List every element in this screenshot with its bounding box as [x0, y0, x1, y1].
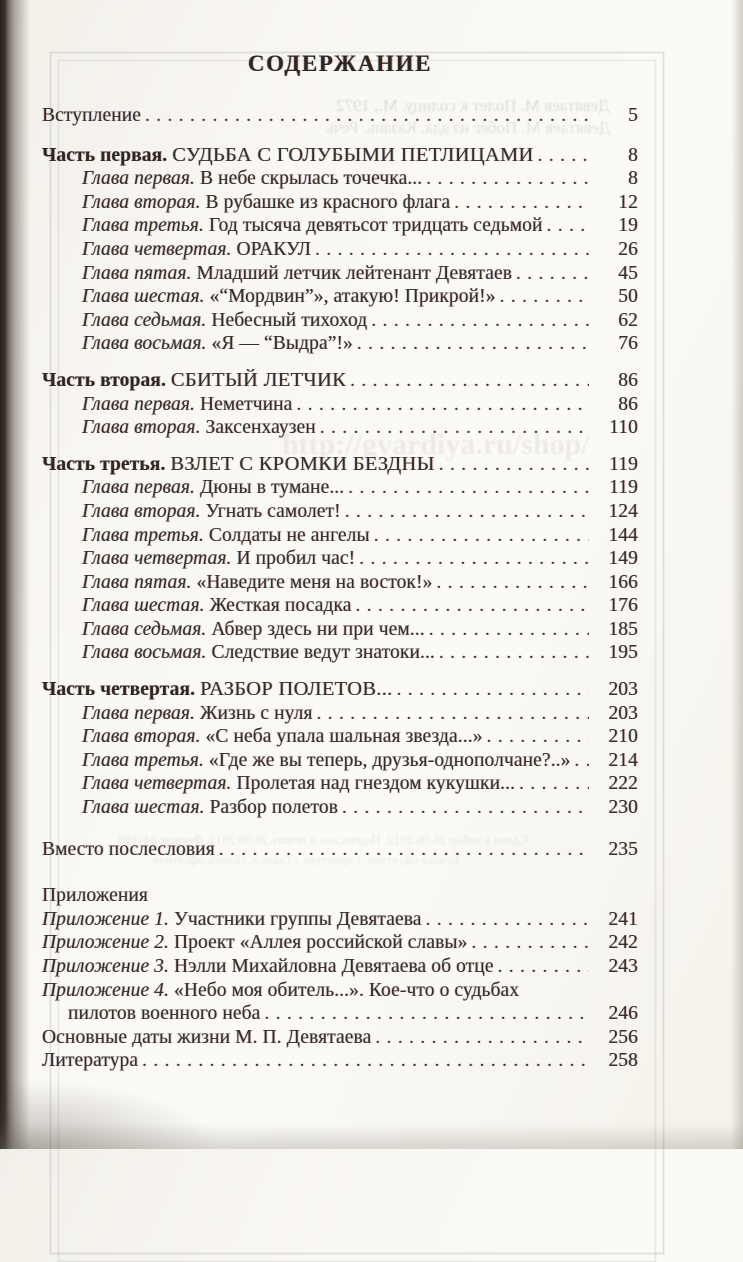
toc-entry — [42, 908, 638, 932]
toc-entry — [42, 725, 638, 749]
entry-title: «Небо моя обитель...». Кое-что о судьбах — [173, 979, 520, 1001]
entry-page-number: 166 — [608, 571, 638, 593]
entry-label: Глава вторая. — [82, 417, 206, 439]
entry-label: Приложение 2. — [42, 932, 174, 954]
dot-leader — [374, 524, 589, 548]
toc-entry — [42, 191, 638, 215]
entry-page-number: 45 — [618, 262, 638, 284]
toc-entry — [42, 262, 638, 286]
entry-page-number: 144 — [608, 524, 638, 546]
scan-corner-smudge — [0, 1079, 220, 1149]
entry-title: ОРАКУЛ — [236, 238, 312, 260]
toc-entry — [42, 678, 638, 702]
dot-leader — [357, 332, 589, 356]
entry-page-number: 214 — [608, 749, 638, 771]
entry-page-number: 8 — [628, 144, 638, 166]
entry-title: И пробил час! — [236, 548, 356, 570]
entry-title: «С неба упала шальная звезда...» — [205, 726, 483, 748]
dot-leader — [575, 749, 590, 773]
entry-label: Часть четвертая. — [42, 679, 201, 701]
entry-title: ВЗЛЕТ С КРОМКИ БЕЗДНЫ — [170, 452, 435, 475]
toc-entry — [42, 104, 638, 128]
dot-leader — [356, 594, 589, 618]
toc-entry — [42, 979, 638, 1003]
entry-page-number: 86 — [618, 393, 638, 415]
entry-title: В небе скрылась точечка... — [199, 168, 423, 190]
entry-title: Угнать самолет! — [205, 500, 341, 522]
entry-page-number: 62 — [618, 309, 638, 331]
bleedthrough-text: Бумага офсетная. Гарнитура «Таймс». Печать офсетная. — [150, 852, 460, 867]
entry-title: Следствие ведут знатоки... — [211, 642, 435, 664]
dot-leader — [538, 144, 589, 168]
entry-label: Глава шестая. — [82, 595, 210, 617]
entry-title: Приложения — [42, 885, 148, 907]
toc-entry — [42, 1026, 638, 1050]
entry-label: Глава четвертая. — [82, 238, 237, 260]
entry-title: Заксенхаузен — [205, 417, 316, 439]
entry-label: Глава первая. — [82, 477, 200, 499]
entry-title: Участники группы Девятаева — [173, 908, 422, 930]
toc-entry — [42, 955, 638, 979]
entry-title: Дюны в тумане... — [199, 477, 345, 499]
entry-page-number: 8 — [628, 168, 638, 190]
toc-entry — [42, 476, 638, 500]
entry-title: «Наведите меня на восток!» — [196, 571, 433, 593]
dot-leader — [498, 955, 589, 979]
entry-label: Глава седьмая. — [82, 618, 212, 640]
entry-page-number: 50 — [618, 286, 638, 308]
toc-entry — [42, 1049, 638, 1073]
entry-label: Часть вторая. — [42, 369, 171, 391]
entry-label: Глава четвертая. — [82, 548, 237, 570]
toc-entry — [42, 571, 638, 595]
entry-title: Солдаты не ангелы — [208, 524, 370, 546]
toc-entries — [42, 104, 638, 1073]
entry-page-number: 5 — [628, 105, 638, 126]
dot-leader — [519, 772, 589, 796]
entry-page-number: 222 — [608, 773, 638, 795]
dot-leader — [219, 838, 589, 862]
toc-entry — [42, 594, 638, 618]
entry-title: Литература — [42, 1050, 139, 1072]
entry-page-number: 203 — [608, 702, 638, 724]
entry-page-number: 19 — [618, 215, 638, 237]
dot-leader — [436, 571, 589, 595]
entry-title: Жесткая посадка — [209, 595, 352, 617]
toc-entry — [42, 500, 638, 524]
entry-page-number: 12 — [618, 191, 638, 213]
entry-page-number: 119 — [609, 453, 638, 475]
entry-page-number: 241 — [608, 908, 638, 930]
entry-title: Небесный тихоход — [211, 309, 368, 331]
dot-leader — [342, 796, 589, 820]
entry-title: «Где же вы теперь, друзья-однополчане?..» — [208, 749, 571, 771]
toc-entry — [42, 1002, 638, 1026]
entry-label: Глава первая. — [82, 702, 200, 724]
toc-entry — [42, 238, 638, 262]
entry-label: Глава седьмая. — [82, 309, 212, 331]
entry-title: Нэлли Михайловна Девятаева об отце — [173, 956, 494, 977]
toc-entry — [42, 618, 638, 642]
dot-leader — [296, 393, 589, 417]
bleedthrough-text: Девятаев М. Полет к солнцу. М., 1972 — [336, 96, 611, 115]
entry-title: Абвер здесь ни при чем... — [211, 618, 425, 640]
toc-entry — [42, 749, 638, 773]
entry-page-number: 76 — [618, 333, 638, 355]
dot-leader — [426, 167, 589, 191]
toc-entry — [42, 772, 638, 796]
entry-title: Основные даты жизни М. П. Девятаева — [42, 1026, 372, 1048]
toc-entry — [42, 309, 638, 333]
entry-page-number: 258 — [608, 1050, 638, 1072]
entry-title: РАЗБОР ПОЛЕТОВ... — [200, 678, 393, 701]
entry-label: Часть первая. — [42, 144, 173, 166]
dot-leader — [264, 1002, 589, 1026]
dot-leader — [359, 547, 589, 571]
entry-label: Глава вторая. — [82, 500, 206, 522]
entry-page-number: 149 — [608, 548, 638, 570]
entry-label: Глава четвертая. — [82, 773, 237, 795]
entry-title: СБИТЫЙ ЛЕТЧИК — [170, 368, 347, 391]
dot-leader — [145, 104, 589, 128]
toc-entry — [42, 453, 638, 477]
entry-label: Глава восьмая. — [82, 333, 212, 355]
entry-title: Проект «Аллея российской славы» — [173, 932, 468, 954]
page-title: СОДЕРЖАНИЕ — [247, 51, 433, 76]
toc-entry — [42, 547, 638, 571]
dot-leader — [426, 908, 589, 932]
toc-entry — [42, 884, 638, 908]
toc-entry — [42, 369, 638, 393]
entry-page-number: 86 — [618, 369, 638, 391]
dot-leader — [142, 1049, 589, 1073]
dot-leader — [371, 309, 589, 333]
entry-label: Приложение 4. — [42, 979, 174, 1001]
toc-entry — [42, 393, 638, 417]
dot-leader — [500, 285, 589, 309]
entry-label: Глава шестая. — [82, 286, 210, 308]
dot-leader — [454, 191, 589, 215]
entry-title: Пролетая над гнездом кукушки... — [236, 773, 516, 795]
entry-label: Глава вторая. — [82, 191, 206, 213]
entry-page-number: 203 — [608, 679, 638, 701]
entry-label: Глава третья. — [82, 524, 209, 546]
dot-leader — [439, 641, 589, 665]
toc-entry — [42, 702, 638, 726]
entry-title: СУДЬБА С ГОЛУБЫМИ ПЕТЛИЦАМИ — [172, 143, 534, 166]
entry-title: Жизнь с нуля — [199, 702, 313, 724]
entry-title: Вступление — [42, 105, 142, 126]
bleedthrough-text: Девятаев М. Побег из ада. Казань. Речь — [326, 118, 611, 137]
dot-leader — [487, 725, 589, 749]
entry-label: Глава первая. — [82, 393, 200, 415]
toc-entry — [42, 332, 638, 356]
toc-entry — [42, 214, 638, 238]
dot-leader — [375, 1026, 589, 1050]
entry-label: Глава пятая. — [82, 262, 197, 284]
entry-title: «“Мордвин”», атакую! Прикрой!» — [209, 286, 496, 308]
entry-label: Глава третья. — [82, 749, 209, 771]
book-gutter-shadow — [0, 0, 30, 1149]
toc-entry — [42, 144, 638, 168]
dot-leader — [397, 678, 589, 702]
entry-page-number: 195 — [608, 642, 638, 664]
dot-leader — [320, 416, 589, 440]
entry-page-number: 210 — [608, 726, 638, 748]
toc-entry — [42, 167, 638, 191]
dot-leader — [439, 453, 589, 477]
dot-leader — [429, 618, 589, 642]
toc-entry — [42, 641, 638, 665]
entry-title: Неметчина — [199, 393, 293, 415]
entry-label: Приложение 3. — [42, 956, 174, 977]
entry-page-number: 124 — [608, 500, 638, 522]
entry-page-number: 256 — [608, 1026, 638, 1048]
entry-label: Приложение 1. — [42, 908, 174, 930]
table-of-contents — [42, 0, 638, 1073]
entry-label: Глава вторая. — [82, 726, 206, 748]
dot-leader — [315, 238, 589, 262]
entry-label: Глава третья. — [82, 215, 209, 237]
entry-title: В рубашке из красного флага — [205, 191, 451, 213]
entry-title: Младший летчик лейтенант Девятаев — [196, 262, 513, 284]
dot-leader — [345, 500, 589, 524]
page-right-edge-shadow — [731, 0, 743, 1149]
entry-page-number: 110 — [609, 417, 638, 439]
entry-page-number: 185 — [608, 618, 638, 640]
dot-leader — [471, 931, 589, 955]
entry-label: Глава шестая. — [82, 797, 210, 819]
entry-label: Часть третья. — [42, 453, 171, 475]
entry-page-number: 230 — [608, 797, 638, 819]
entry-title: пилотов военного неба — [68, 1003, 261, 1025]
dot-leader — [350, 369, 589, 393]
toc-entry — [42, 931, 638, 955]
bleedthrough-text: http://gvardiya.ru/shop/ — [282, 428, 590, 461]
entry-page-number: 246 — [608, 1003, 638, 1025]
bleedthrough-text: Сдано в набор 26.06.2012. Подписано в печать 26.09.2012. Формат 84х108 — [118, 832, 529, 847]
dot-leader — [348, 476, 589, 500]
entry-label: Глава пятая. — [82, 571, 197, 593]
scan-bottom-shadow — [0, 1123, 743, 1149]
entry-page-number: 176 — [608, 595, 638, 617]
entry-label: Глава первая. — [82, 168, 200, 190]
dot-leader — [317, 702, 589, 726]
entry-page-number: 235 — [608, 838, 638, 860]
entry-page-number: 243 — [608, 956, 638, 977]
entry-page-number: 119 — [609, 477, 638, 499]
entry-page-number: 242 — [608, 932, 638, 954]
entry-title: Вместо послесловия — [42, 838, 215, 860]
entry-title: Год тысяча девятьсот тридцать седьмой — [208, 215, 543, 237]
toc-entry — [42, 285, 638, 309]
entry-page-number: 26 — [618, 238, 638, 260]
dot-leader — [516, 262, 589, 286]
toc-entry — [42, 796, 638, 820]
entry-title: Разбор полетов — [209, 797, 338, 819]
toc-entry — [42, 416, 638, 440]
dot-leader — [547, 214, 589, 238]
entry-label: Глава восьмая. — [82, 642, 212, 664]
toc-entry — [42, 524, 638, 548]
toc-entry — [42, 838, 638, 862]
entry-title: «Я — “Выдра”!» — [211, 333, 353, 355]
